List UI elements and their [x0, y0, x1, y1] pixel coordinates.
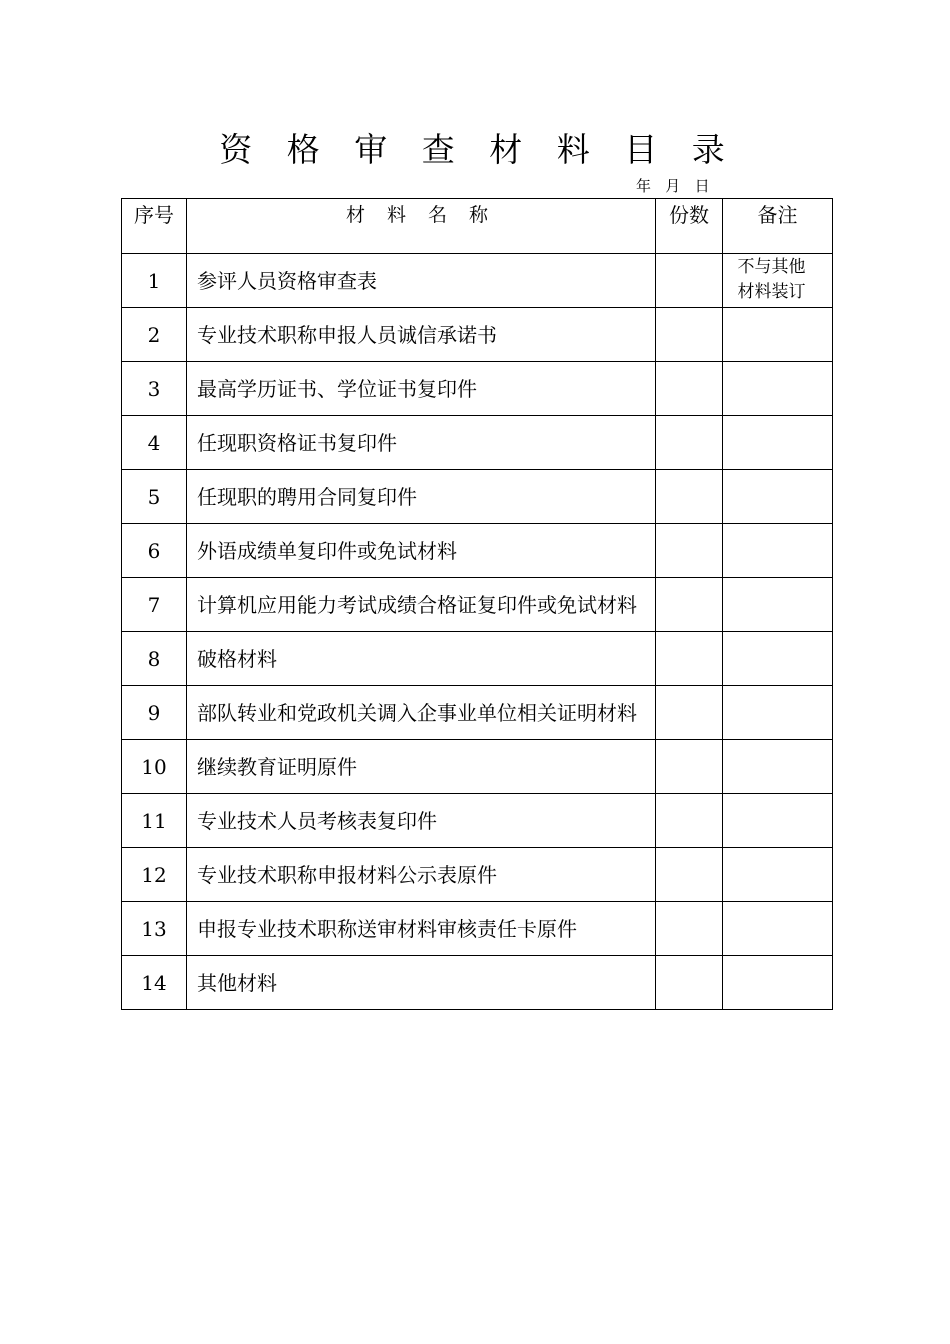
- table-row: [122, 362, 833, 416]
- row-copies: [656, 632, 723, 686]
- row-serial-number: 5: [122, 470, 187, 524]
- row-copies: [656, 254, 723, 308]
- row-copies: [656, 740, 723, 794]
- row-copies: [656, 578, 723, 632]
- table-row: [122, 308, 833, 362]
- row-material-name: 部队转业和党政机关调入企事业单位相关证明材料: [187, 686, 656, 740]
- row-remarks: [723, 362, 833, 416]
- row-material-name: 专业技术职称申报人员诚信承诺书: [187, 308, 656, 362]
- row-copies: [656, 686, 723, 740]
- materials-table: [121, 198, 833, 1010]
- row-remarks: [723, 686, 833, 740]
- row-remarks: [723, 308, 833, 362]
- table-row: [122, 956, 833, 1010]
- row-remarks: [723, 740, 833, 794]
- table-row: [122, 632, 833, 686]
- row-material-name: 申报专业技术职称送审材料审核责任卡原件: [187, 902, 656, 956]
- remark-text: 不与其他材料装订: [737, 257, 806, 302]
- row-copies: [656, 308, 723, 362]
- row-serial-number: 2: [122, 308, 187, 362]
- row-remarks: [723, 632, 833, 686]
- table-header-row: [122, 199, 833, 254]
- document-title: 资 格 审 查 材 料 目 录: [219, 130, 737, 169]
- row-remarks: [723, 848, 833, 902]
- date-line: 年 月 日: [636, 177, 710, 195]
- row-serial-number: 14: [122, 956, 187, 1010]
- table-row: [122, 416, 833, 470]
- row-material-name: 任现职的聘用合同复印件: [187, 470, 656, 524]
- row-remarks: [723, 470, 833, 524]
- row-remarks: [723, 902, 833, 956]
- row-material-name: 专业技术职称申报材料公示表原件: [187, 848, 656, 902]
- row-serial-number: 7: [122, 578, 187, 632]
- table-row: [122, 902, 833, 956]
- table-row: [122, 254, 833, 308]
- row-copies: [656, 470, 723, 524]
- header-serial-number: 序号: [122, 199, 187, 254]
- table-row: [122, 794, 833, 848]
- row-material-name: 参评人员资格审查表: [187, 254, 656, 308]
- row-material-name: 外语成绩单复印件或免试材料: [187, 524, 656, 578]
- row-remarks: [723, 416, 833, 470]
- row-serial-number: 3: [122, 362, 187, 416]
- row-material-name: 破格材料: [187, 632, 656, 686]
- row-copies: [656, 848, 723, 902]
- row-serial-number: 8: [122, 632, 187, 686]
- row-copies: [656, 956, 723, 1010]
- table-row: [122, 740, 833, 794]
- header-copies: 份数: [656, 199, 723, 254]
- table-row: [122, 470, 833, 524]
- row-serial-number: 10: [122, 740, 187, 794]
- row-serial-number: 6: [122, 524, 187, 578]
- row-remarks: [723, 794, 833, 848]
- row-material-name: 计算机应用能力考试成绩合格证复印件或免试材料: [187, 578, 656, 632]
- header-material-name: 材 料 名 称: [187, 199, 656, 254]
- row-material-name: 专业技术人员考核表复印件: [187, 794, 656, 848]
- row-material-name: 继续教育证明原件: [187, 740, 656, 794]
- table-row: [122, 848, 833, 902]
- row-serial-number: 13: [122, 902, 187, 956]
- row-copies: [656, 902, 723, 956]
- row-remarks: [723, 578, 833, 632]
- row-copies: [656, 794, 723, 848]
- table-row: [122, 578, 833, 632]
- row-remarks: [723, 524, 833, 578]
- row-copies: [656, 524, 723, 578]
- row-copies: [656, 416, 723, 470]
- row-material-name: 任现职资格证书复印件: [187, 416, 656, 470]
- row-copies: [656, 362, 723, 416]
- row-remarks: [723, 254, 833, 308]
- row-material-name: 最高学历证书、学位证书复印件: [187, 362, 656, 416]
- row-serial-number: 9: [122, 686, 187, 740]
- row-serial-number: 11: [122, 794, 187, 848]
- table-row: [122, 524, 833, 578]
- row-remarks: [723, 956, 833, 1010]
- row-serial-number: 4: [122, 416, 187, 470]
- row-serial-number: 1: [122, 254, 187, 308]
- row-serial-number: 12: [122, 848, 187, 902]
- header-remarks: 备注: [723, 199, 833, 254]
- table-row: [122, 686, 833, 740]
- row-material-name: 其他材料: [187, 956, 656, 1010]
